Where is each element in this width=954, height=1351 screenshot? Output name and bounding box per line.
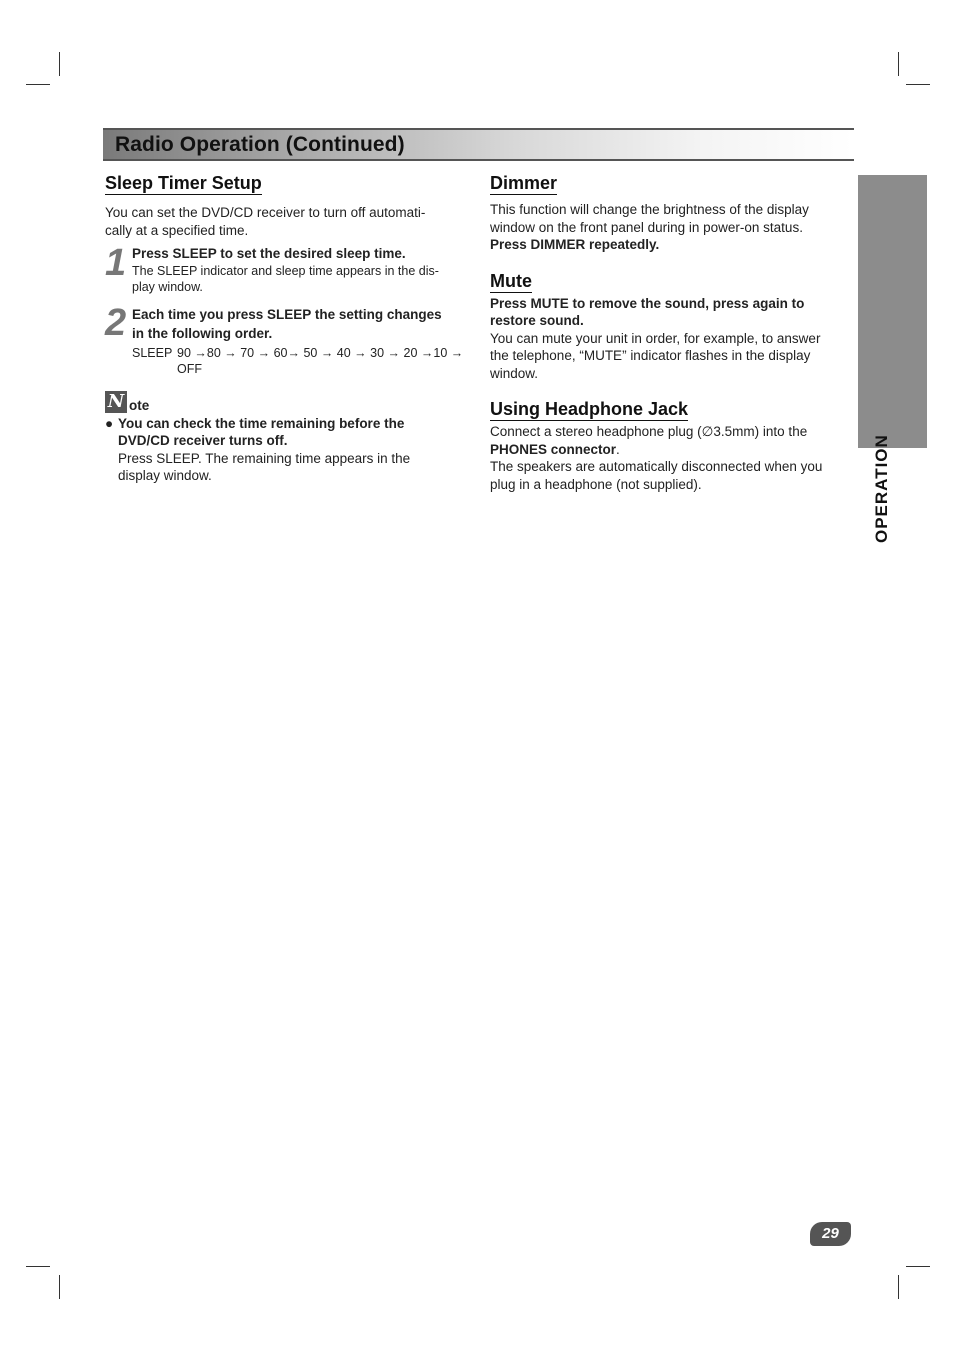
right-column <box>490 172 852 493</box>
note-bold-line: You can check the time remaining before the <box>118 415 405 431</box>
headphone-line: plug in a headphone (not supplied). <box>490 476 702 492</box>
left-column <box>105 172 471 485</box>
crop-mark <box>906 1266 930 1267</box>
step-description <box>132 263 471 295</box>
sleep-intro-line: You can set the DVD/CD receiver to turn off automati- <box>105 205 426 220</box>
note-text-line: Press SLEEP. The remaining time appears in the <box>118 450 411 466</box>
page-number: 29 <box>810 1222 851 1246</box>
step-title-line: Each time you press SLEEP the setting changes <box>132 306 442 322</box>
note-bold-line: DVD/CD receiver turns off. <box>118 433 288 448</box>
mute-heading: Mute <box>490 270 532 291</box>
mute-line: window. <box>490 365 539 381</box>
step-description-line: play window. <box>132 279 203 294</box>
crop-mark <box>59 1275 60 1299</box>
step-title: Press SLEEP to set the desired sleep time. <box>132 246 406 261</box>
crop-mark <box>26 1266 50 1267</box>
sequence-values <box>177 345 463 377</box>
note-box <box>105 391 471 485</box>
mute-instruction <box>490 295 852 330</box>
phones-connector-label: PHONES connector <box>490 441 617 457</box>
headphone-heading: Using Headphone Jack <box>490 399 689 419</box>
step-description-line: The SLEEP indicator and sleep time appears in the dis- <box>132 263 439 278</box>
section-tab-label: OPERATION <box>872 434 891 543</box>
page-title: Radio Operation (Continued) <box>115 133 405 156</box>
bullet-icon: ● <box>105 415 114 431</box>
step-number: 2 <box>105 301 125 344</box>
note-icon: N <box>105 391 127 413</box>
sleep-sequence <box>132 345 471 377</box>
crop-mark <box>898 1275 899 1299</box>
dimmer-line: window on the front panel during in power-on status. <box>490 219 803 235</box>
step-2 <box>105 301 471 377</box>
headphone-text <box>490 423 852 493</box>
note-header <box>105 391 471 413</box>
note-text <box>118 450 471 485</box>
step-title <box>132 305 471 343</box>
dimmer-heading: Dimmer <box>490 173 558 193</box>
mute-text <box>490 330 852 383</box>
crop-mark <box>59 52 60 76</box>
crop-mark <box>906 84 930 85</box>
sequence-line: 90 →80 → 70 → 60→ 50 → 40 → 30 → 20 →10 → <box>177 345 464 360</box>
step-title-line: in the following order. <box>132 325 273 341</box>
mute-line: the telephone, “MUTE” indicator flashes in the display <box>490 348 811 363</box>
headphone-line: Connect a stereo headphone plug (∅3.5mm) into the <box>490 424 808 439</box>
note-text-line: display window. <box>118 468 212 483</box>
headphone-line: The speakers are automatically disconnected when you <box>490 459 823 474</box>
section-tab <box>858 175 927 543</box>
crop-mark <box>898 52 899 76</box>
mute-line: You can mute your unit in order, for example, to answer <box>490 330 821 346</box>
dimmer-instruction: Press DIMMER repeatedly. <box>490 237 660 252</box>
step-1 <box>105 242 471 295</box>
sequence-label: SLEEP <box>132 345 173 360</box>
crop-mark <box>26 84 50 85</box>
sleep-intro-line: cally at a specified time. <box>105 222 249 238</box>
title-bar <box>103 128 854 161</box>
note-bold <box>118 415 471 450</box>
step-number: 1 <box>105 242 125 284</box>
headphone-period: . <box>616 441 620 457</box>
note-item <box>105 415 471 485</box>
mute-instruction-line: Press MUTE to remove the sound, press again to <box>490 295 805 311</box>
dimmer-line: This function will change the brightness of the display <box>490 202 809 217</box>
mute-instruction-line: restore sound. <box>490 313 584 328</box>
sleep-timer-heading: Sleep Timer Setup <box>105 173 262 193</box>
sleep-intro <box>105 204 471 239</box>
sequence-line: OFF <box>177 361 202 376</box>
note-label: ote <box>129 397 150 413</box>
dimmer-text <box>490 201 852 254</box>
